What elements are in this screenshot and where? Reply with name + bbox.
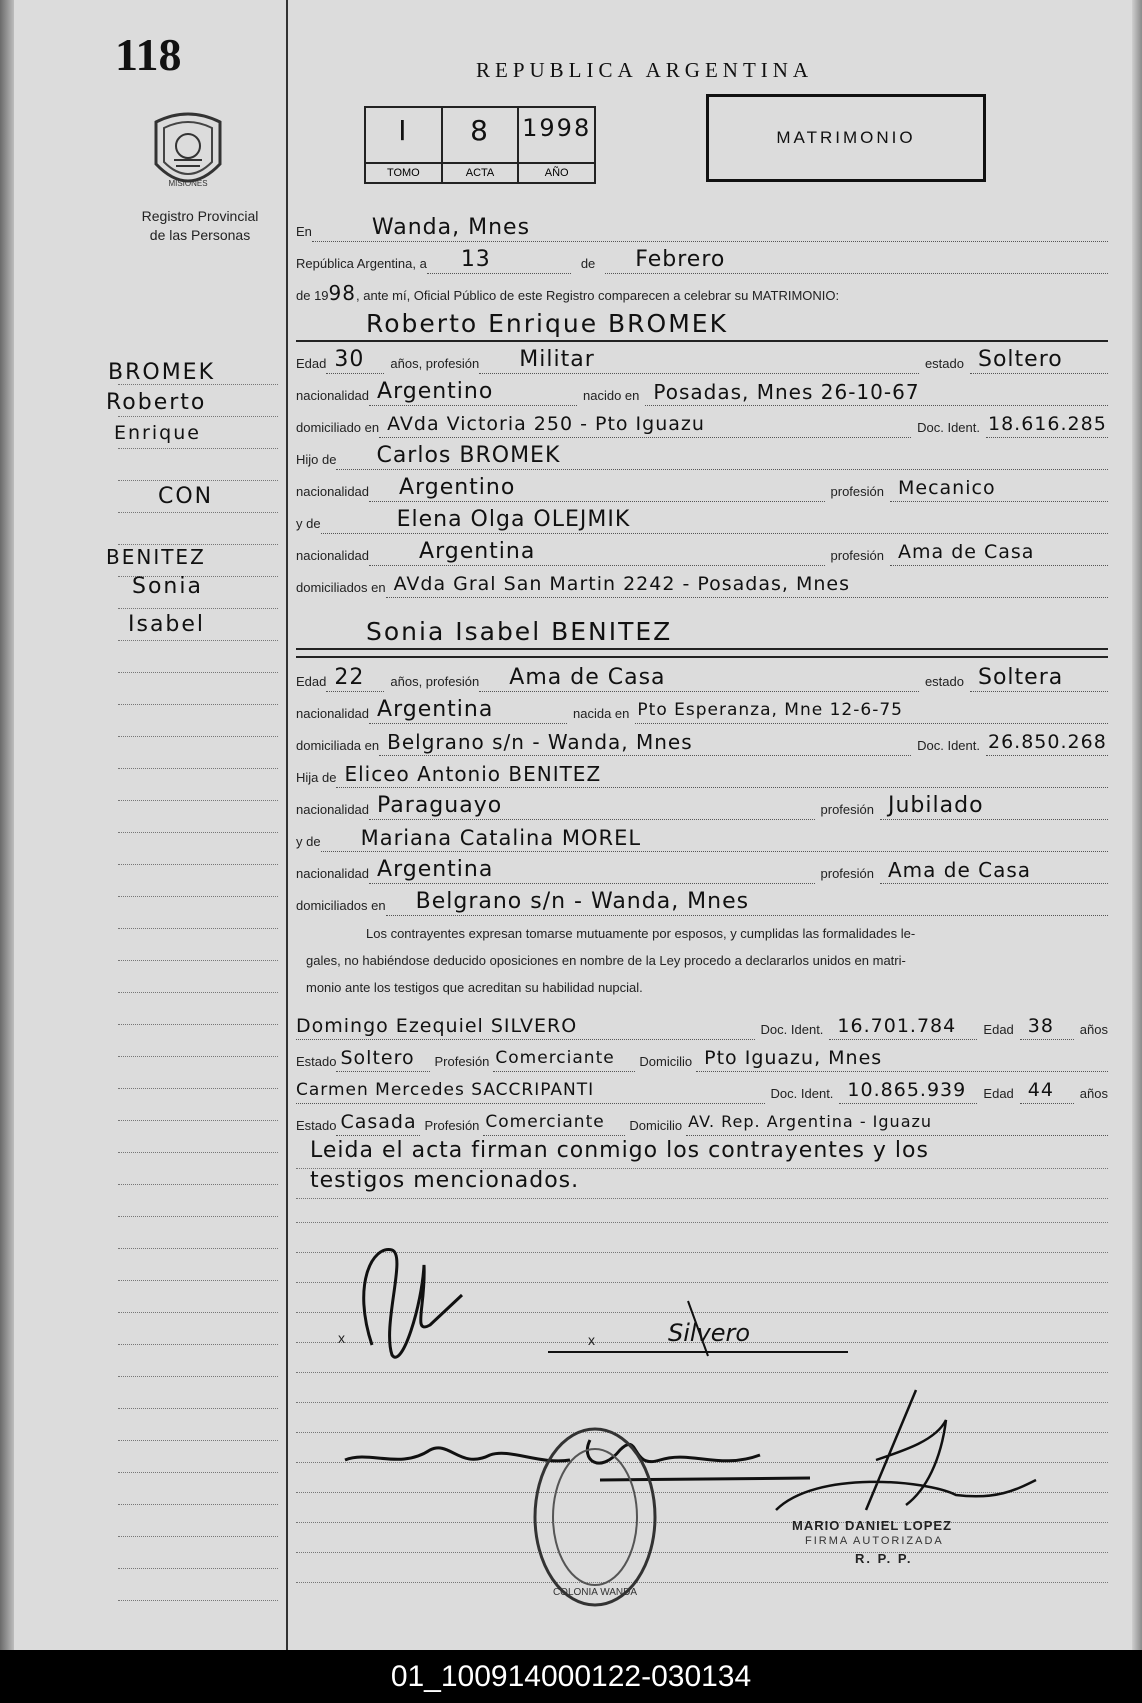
sig-mark-1: x [338, 1330, 345, 1346]
official-org: R. P. P. [855, 1551, 913, 1566]
groom-row-age: Edad 30 años, profesión Militar estado Soltero [296, 344, 1108, 374]
column-divider [286, 0, 288, 1650]
bride-father-profession: Jubilado [880, 793, 1108, 820]
groom-age: 30 [326, 347, 384, 374]
bride-row-father: Hija de Eliceo Antonio BENITEZ [296, 758, 1108, 788]
margin-bride-first: Sonia [132, 574, 203, 599]
groom-father-nationality: Argentino [369, 475, 825, 502]
groom-row-mother: y de Elena Olga OLEJMIK [296, 504, 1108, 534]
bride-status: Soltera [970, 665, 1108, 692]
bride-row-mother: y de Mariana Catalina MOREL [296, 822, 1108, 852]
bride-full-name: Sonia Isabel BENITEZ [296, 614, 1108, 650]
tomo-value: I [398, 114, 409, 147]
bride-father-nationality: Paraguayo [369, 793, 815, 820]
witness2-row-id: Carmen Mercedes SACCRIPANTI Doc. Ident. 10.865.939 Edad 44 años [296, 1074, 1108, 1104]
image-caption: 01_100914000122-030134 [0, 1650, 1142, 1703]
signature-official-icon [756, 1380, 1056, 1530]
groom-doc: 18.616.285 [986, 411, 1108, 438]
groom-row-nationality: nacionalidad Argentino nacido en Posadas, Mnes 26-10-67 [296, 376, 1108, 406]
country-heading: REPUBLICA ARGENTINA [476, 58, 814, 82]
groom-row-father: Hijo de Carlos BROMEK [296, 440, 1108, 470]
stamp-text: COLONIA WANDA [552, 1587, 638, 1598]
bride-row-age: Edad 22 años, profesión Ama de Casa estado Soltera [296, 662, 1108, 692]
tomo-acta-ano-box [364, 106, 596, 184]
binding-edge [0, 0, 14, 1650]
bride-row-nationality: nacionalidad Argentina nacida en Pto Esperanza, Mne 12-6-75 [296, 694, 1108, 724]
bride-mother-nationality: Argentina [369, 857, 815, 884]
groom-profession: Militar [479, 347, 919, 374]
day-value: 13 [427, 247, 571, 274]
witness2-row-details: Estado Casada Profesión Comerciante Domicilio AV. Rep. Argentina - Iguazu [296, 1106, 1108, 1136]
groom-row-mother-nat: nacionalidad Argentina profesión Ama de Casa [296, 536, 1108, 566]
acta-label: ACTA [443, 162, 518, 182]
sig-mark-2: x [588, 1332, 595, 1348]
groom-mother: Elena Olga OLEJMIK [321, 507, 1108, 534]
groom-birthplace: Posadas, Mnes 26-10-67 [645, 379, 1108, 406]
tomo-label: TOMO [366, 162, 441, 182]
witness1-age: 38 [1020, 1013, 1074, 1040]
witness1-name: Domingo Ezequiel SILVERO [296, 1013, 755, 1040]
groom-status: Soltero [970, 347, 1108, 374]
seal-text: MISIONES [168, 179, 208, 188]
act-type-box: MATRIMONIO [706, 94, 986, 182]
row-date: República Argentina, a 13 de Febrero [296, 244, 1108, 274]
ano-value: 1998 [522, 114, 592, 142]
bride-row-domicile: domiciliada en Belgrano s/n - Wanda, Mnes Doc. Ident. 26.850.268 [296, 730, 1107, 754]
row-place: En Wanda, Mnes [296, 212, 1108, 242]
witness2-name: Carmen Mercedes SACCRIPANTI [296, 1077, 765, 1104]
groom-mother-profession: Ama de Casa [890, 539, 1108, 566]
bride-parents-domicile: Belgrano s/n - Wanda, Mnes [386, 889, 1108, 916]
registry-name: Registro Provincial de las Personas [141, 208, 259, 243]
margin-con: CON [158, 484, 214, 509]
page-edge [1132, 0, 1142, 1650]
groom-mother-nationality: Argentina [369, 539, 825, 566]
witness1-status: Soltero [336, 1045, 430, 1072]
signature-groom-icon [352, 1225, 482, 1375]
witness2-doc: 10.865.939 [839, 1077, 977, 1104]
bride-row-father-nat: nacionalidad Paraguayo profesión Jubilado [296, 790, 1108, 820]
witness2-status: Casada [336, 1109, 420, 1136]
margin-bride-second: Isabel [128, 612, 206, 637]
closing-line-2: testigos mencionados. [310, 1168, 580, 1193]
groom-row-domicile: domiciliado en AVda Victoria 250 - Pto Iguazu Doc. Ident. 18.616.285 [296, 408, 1108, 438]
bride-mother-profession: Ama de Casa [880, 857, 1108, 884]
silvero-signature-text: Silvero [668, 1319, 751, 1347]
bride-row-parents-dom: domiciliados en Belgrano s/n - Wanda, Mnes [296, 886, 1108, 916]
witness1-profession: Comerciante [493, 1045, 635, 1072]
signature-witness-silvero-icon [548, 1296, 848, 1366]
groom-parents-domicile: AVda Gral San Martin 2242 - Posadas, Mnes [386, 571, 1108, 598]
witness2-age: 44 [1020, 1077, 1074, 1104]
margin-groom-first: Roberto [106, 390, 207, 415]
witness2-profession: Comerciante [483, 1109, 625, 1136]
bride-nationality: Argentina [369, 697, 567, 724]
bride-row-mother-nat: nacionalidad Argentina profesión Ama de Casa [296, 854, 1108, 884]
margin-bride-surname: BENITEZ [106, 545, 206, 569]
witness1-doc: 16.701.784 [829, 1013, 977, 1040]
groom-father-profession: Mecanico [890, 475, 1108, 502]
bride-doc: 26.850.268 [986, 729, 1108, 756]
bride-age: 22 [326, 665, 384, 692]
bride-domicile: Belgrano s/n - Wanda, Mnes [379, 729, 911, 756]
witness1-row-details: Estado Soltero Profesión Comerciante Domicilio Pto Iguazu, Mnes [296, 1042, 1108, 1072]
bride-profession: Ama de Casa [479, 665, 919, 692]
page-number: 118 [115, 29, 182, 80]
acta-value: 8 [470, 114, 490, 147]
official-role: FIRMA AUTORIZADA [805, 1535, 944, 1547]
month-value: Febrero [605, 247, 1108, 274]
witness1-domicile: Pto Iguazu, Mnes [696, 1045, 1108, 1072]
official-stamp-icon [530, 1425, 660, 1610]
declaration-text: Los contrayentes expresan tomarse mutuamente por esposos, y cumplidas las formalidades le- gales, no habiéndose deducido oposiciones en nombre de la Ley procedo a declararlos unidos en matri- monio ante los testigos que acreditan su habilidad nupcial. [306, 926, 916, 995]
separator [296, 656, 1108, 658]
official-name: MARIO DANIEL LOPEZ [792, 1518, 953, 1533]
bride-father: Eliceo Antonio BENITEZ [336, 761, 1108, 788]
closing-line-1: Leida el acta firman conmigo los contrayentes y los [310, 1138, 929, 1163]
margin-groom-surname: BROMEK [108, 360, 216, 385]
groom-domicile: AVda Victoria 250 - Pto Iguazu [379, 411, 911, 438]
bride-birthplace: Pto Esperanza, Mne 12-6-75 [635, 697, 1108, 724]
groom-nationality: Argentino [369, 379, 577, 406]
witness2-domicile: AV. Rep. Argentina - Iguazu [686, 1109, 1108, 1136]
groom-father: Carlos BROMEK [336, 443, 1108, 470]
groom-row-father-nat: nacionalidad Argentino profesión Mecanico [296, 472, 1108, 502]
ano-label: AÑO [519, 162, 594, 182]
margin-groom-second: Enrique [114, 422, 201, 444]
bride-mother: Mariana Catalina MOREL [321, 825, 1108, 852]
row-year: de 19 98 , ante mí, Oficial Público de este Registro comparecen a celebrar su MATRIMONIO: [296, 281, 840, 305]
witness1-row-id: Domingo Ezequiel SILVERO Doc. Ident. 16.701.784 Edad 38 años [296, 1010, 1108, 1040]
groom-full-name: Roberto Enrique BROMEK [296, 306, 1108, 342]
groom-row-parents-dom: domiciliados en AVda Gral San Martin 2242 - Posadas, Mnes [296, 568, 1108, 598]
place-value: Wanda, Mnes [312, 215, 1108, 242]
year-value: 98 [328, 281, 356, 305]
provincial-seal-icon [148, 106, 228, 196]
